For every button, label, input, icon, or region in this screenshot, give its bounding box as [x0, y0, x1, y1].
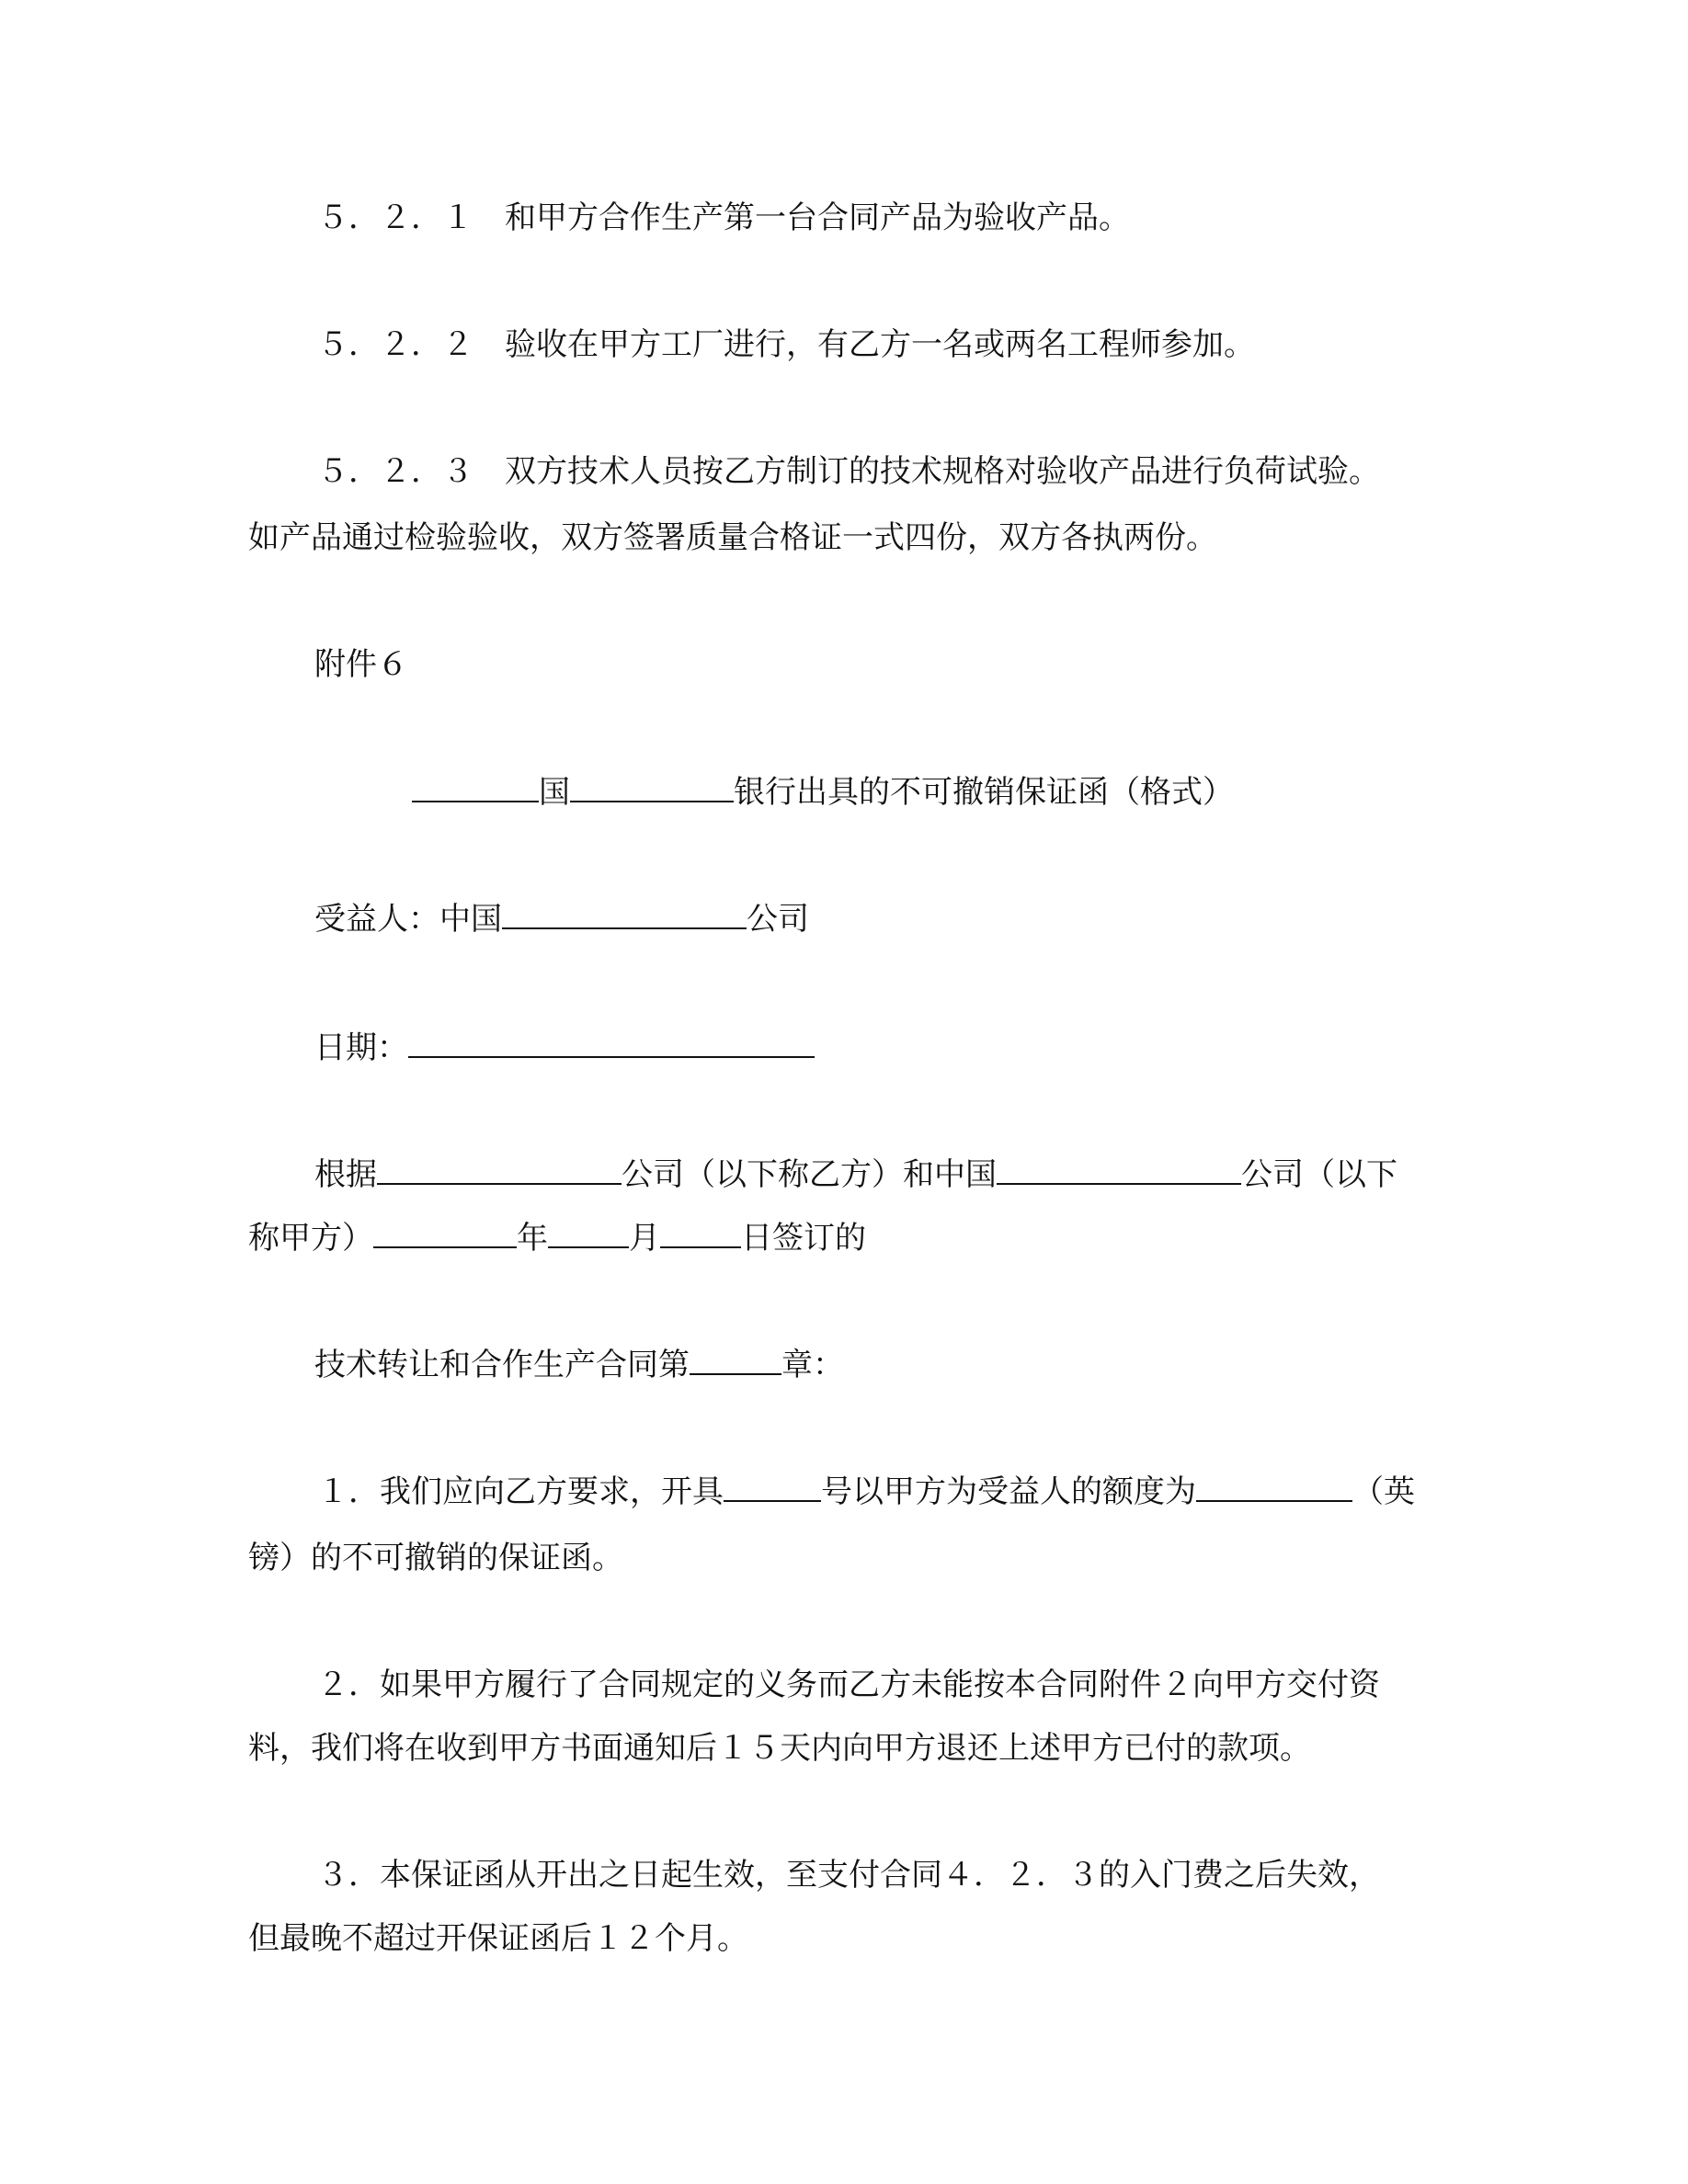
item-3-line-2: 但最晚不超过开保证函后１２个月。: [248, 1920, 748, 1957]
beneficiary-label: 受益人：中国: [314, 901, 502, 938]
item-2-line-1: ２．如果甲方履行了合同规定的义务而乙方未能按本合同附件２向甲方交付资: [317, 1666, 1380, 1703]
clause-text: 和甲方合作生产第一台合同产品为验收产品。: [505, 199, 1130, 236]
beneficiary-line: [314, 899, 809, 939]
date-line: [314, 1028, 815, 1068]
clause-number: ５．２．２: [317, 326, 473, 363]
text: 技术转让和合作生产合同第: [314, 1347, 690, 1383]
beneficiary-suffix: 公司: [747, 901, 809, 938]
attachment-label: 附件６: [314, 646, 408, 683]
text: （英: [1352, 1473, 1415, 1510]
text: 月: [629, 1220, 660, 1257]
title-text: 银行出具的不可撤销保证函（格式）: [734, 774, 1234, 811]
blank-field: [690, 1346, 781, 1375]
blank-field: [408, 1029, 815, 1058]
text: 年: [517, 1220, 548, 1257]
clause-text: 验收在甲方工厂进行，有乙方一名或两名工程师参加。: [505, 326, 1255, 363]
item-3-line-1: ３．本保证函从开出之日起生效，至支付合同４．２．３的入门费之后失效，: [317, 1857, 1380, 1894]
text: 公司（以下: [1241, 1156, 1397, 1193]
basis-line-1: [314, 1155, 1397, 1195]
clause-5-2-3: [317, 451, 1380, 492]
item-1-line-1: [317, 1472, 1415, 1512]
clause-number: ５．２．３: [317, 453, 473, 490]
blank-field: [377, 1155, 622, 1185]
text: １．我们应向乙方要求，开具: [317, 1473, 724, 1510]
text: 号以甲方为受益人的额度为: [821, 1473, 1196, 1510]
blank-field: [570, 773, 734, 802]
text: 称甲方）: [248, 1220, 373, 1257]
text: 公司（以下称乙方）和中国: [622, 1156, 997, 1193]
clause-5-2-1: [317, 198, 1130, 238]
clause-number: ５．２．１: [317, 199, 473, 236]
blank-field: [548, 1219, 629, 1248]
blank-field: [724, 1473, 821, 1502]
clause-text: 双方技术人员按乙方制订的技术规格对验收产品进行负荷试验。: [505, 453, 1380, 490]
clause-text-continued: 如产品通过检验验收，双方签署质量合格证一式四份，双方各执两份。: [248, 519, 1217, 556]
item-1-line-2: 镑）的不可撤销的保证函。: [248, 1540, 623, 1576]
blank-field: [502, 900, 747, 929]
blank-field: [412, 773, 539, 802]
text: 日签订的: [741, 1220, 866, 1257]
contract-line: [314, 1345, 844, 1385]
text: 章：: [781, 1347, 844, 1383]
blank-field: [373, 1219, 517, 1248]
date-label: 日期：: [314, 1029, 408, 1066]
title-text: 国: [539, 774, 570, 811]
guarantee-title: [412, 772, 1234, 813]
text: 根据: [314, 1156, 377, 1193]
clause-5-2-2: [317, 324, 1255, 365]
basis-line-2: [248, 1218, 866, 1258]
item-2-line-2: 料，我们将在收到甲方书面通知后１５天内向甲方退还上述甲方已付的款项。: [248, 1730, 1311, 1767]
blank-field: [1196, 1473, 1352, 1502]
blank-field: [997, 1155, 1241, 1185]
blank-field: [660, 1219, 741, 1248]
